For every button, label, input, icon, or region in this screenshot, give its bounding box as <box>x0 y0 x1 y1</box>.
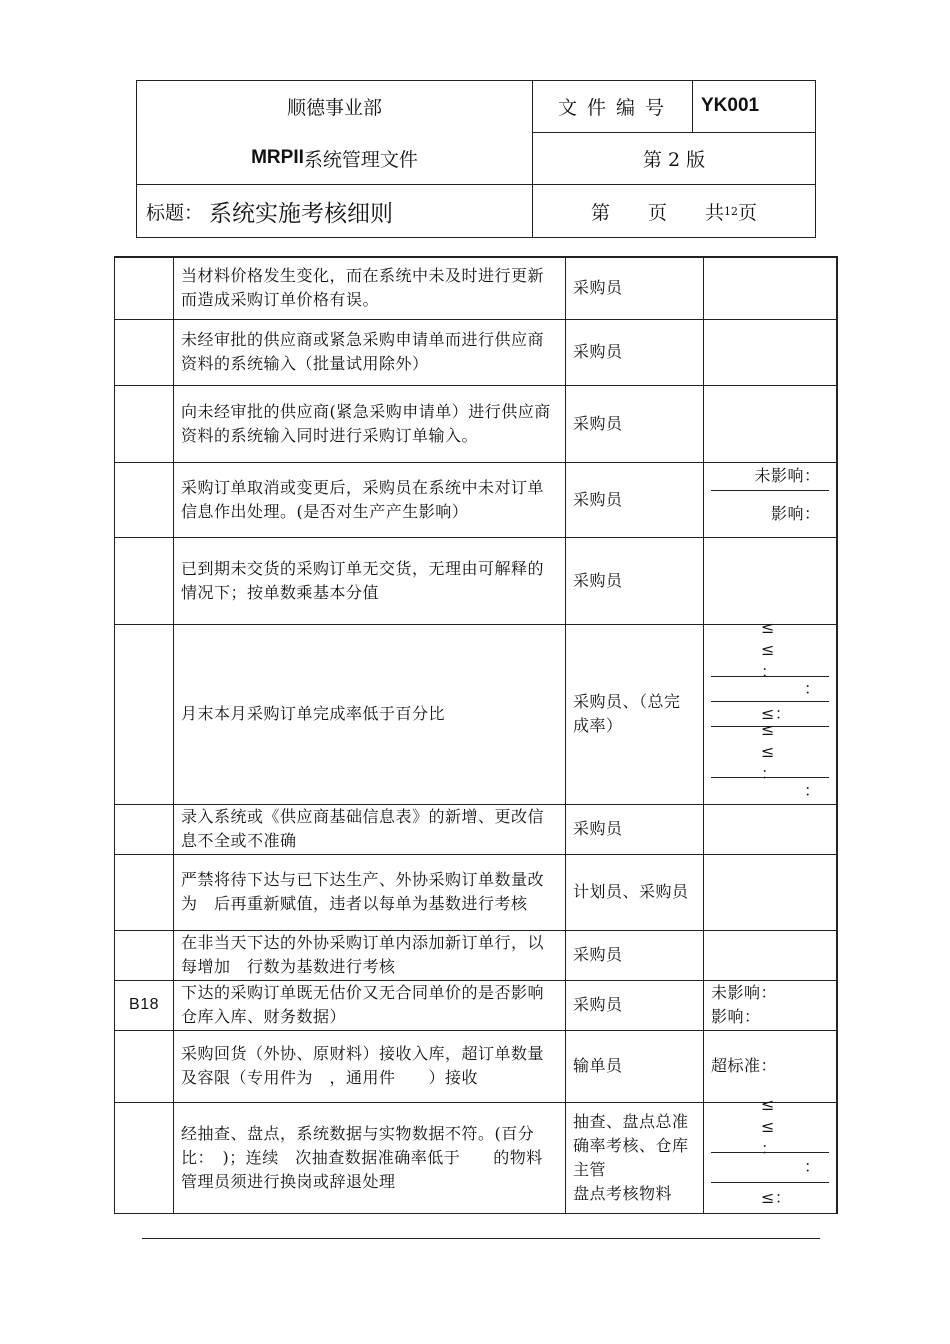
item-description: 当材料价格发生变化，而在系统中未及时进行更新而造成采购订单价格有误。 <box>174 257 566 319</box>
page-label: 第 页 共 <box>590 202 724 224</box>
title-label: 标题： <box>146 202 204 224</box>
item-description: 月末本月采购订单完成率低于百分比 <box>174 624 566 804</box>
table-row <box>115 804 837 854</box>
item-code <box>115 1102 174 1213</box>
score-line: ≤ ≤ ： <box>761 618 778 681</box>
item-description: 下达的采购订单既无估价又无合同单价的是否影响仓库入库、财务数据） <box>174 980 566 1030</box>
item-code <box>115 319 174 385</box>
item-code <box>115 462 174 537</box>
doc-number: YK001 <box>701 95 760 116</box>
item-description: 未经审批的供应商或紧急采购申请单而进行供应商资料的系统输入（批量试用除外） <box>174 319 566 385</box>
table-row <box>115 385 837 462</box>
doc-number-label: 文 件 编 号 <box>557 96 667 119</box>
item-code <box>115 537 174 624</box>
page-count <box>532 185 816 238</box>
score-line: 未影响： <box>754 466 821 485</box>
score-cell <box>704 462 837 537</box>
responsible-role: 采购员 <box>566 930 704 980</box>
table-row <box>115 930 837 980</box>
table-row <box>115 980 837 1030</box>
item-description: 已到期未交货的采购订单无交货，无理由可解释的情况下；按单数乘基本分值 <box>174 537 566 624</box>
table-row <box>115 1102 837 1213</box>
assessment-table <box>114 256 838 1214</box>
item-code <box>115 257 174 319</box>
responsible-role: 计划员、采购员 <box>566 854 704 930</box>
item-description: 向未经审批的供应商(紧急采购申请单）进行供应商资料的系统输入同时进行采购订单输入。 <box>174 385 566 462</box>
score-line: ： <box>711 1152 829 1182</box>
page-total: 12 <box>724 205 738 218</box>
responsible-role: 采购员 <box>566 462 704 537</box>
item-code <box>115 854 174 930</box>
table-row <box>115 319 837 385</box>
item-code <box>115 385 174 462</box>
responsible-role: 采购员 <box>566 804 704 854</box>
item-description: 严禁将待下达与已下达生产、外协采购订单数量改为 后再重新赋值，违者以每单为基数进行考核 <box>174 854 566 930</box>
score-line: ： <box>711 676 829 701</box>
score-line: 影响： <box>711 490 829 537</box>
item-code: B18 <box>115 980 174 1030</box>
item-description: 在非当天下达的外协采购订单内添加新订单行，以每增加 行数为基数进行考核 <box>174 930 566 980</box>
system-rest: 系统管理文件 <box>303 148 418 171</box>
table-row <box>115 1030 837 1102</box>
table-row <box>115 257 837 319</box>
item-description: 录入系统或《供应商基础信息表》的新增、更改信息不全或不准确 <box>174 804 566 854</box>
table-row <box>115 854 837 930</box>
page-suffix: 页 <box>738 202 758 224</box>
score-note <box>704 257 837 319</box>
item-description: 经抽查、盘点，系统数据与实物数据不符。(百分比： )；连续 次抽查数据准确率低于 的物料管理员须进行换岗或辞退处理 <box>174 1102 566 1213</box>
score-cell <box>704 618 837 804</box>
responsible-role: 输单员 <box>566 1030 704 1102</box>
score-note: 超标准： <box>704 1030 837 1102</box>
score-note <box>704 854 837 930</box>
table-row <box>115 462 837 537</box>
system-title <box>137 133 532 183</box>
document-header <box>136 80 816 238</box>
responsible-role: 采购员 <box>566 980 704 1030</box>
score-line: ≤： <box>711 701 829 726</box>
item-code <box>115 930 174 980</box>
table-row <box>115 624 837 804</box>
score-note <box>704 930 837 980</box>
footer-line <box>142 1238 820 1239</box>
item-description: 采购订单取消或变更后，采购员在系统中未对订单信息作出处理。(是否对生产产生影响） <box>174 462 566 537</box>
title-cell <box>137 185 532 238</box>
score-note <box>704 319 837 385</box>
item-code <box>115 1030 174 1102</box>
responsible-role: 采购员、（总完成率） <box>566 624 704 804</box>
score-cell <box>704 1095 837 1213</box>
table-row <box>115 537 837 624</box>
score-note <box>704 537 837 624</box>
item-code <box>115 624 174 804</box>
responsible-role: 采购员 <box>566 257 704 319</box>
responsible-role: 抽查、盘点总准确率考核、仓库主管 盘点考核物料 <box>566 1102 704 1213</box>
responsible-role: 采购员 <box>566 537 704 624</box>
score-line: ≤ ≤ ： <box>761 1095 778 1158</box>
score-line: ≤： <box>711 1182 829 1213</box>
score-note: 未影响： 影响： <box>704 980 837 1030</box>
score-note <box>704 804 837 854</box>
system-bold: MRPII <box>251 147 304 168</box>
page-title: 系统实施考核细则 <box>209 201 394 227</box>
item-description: 采购回货（外协、原财料）接收入库，超订单数量及容限（专用件为 ，通用件 ）接收 <box>174 1030 566 1102</box>
responsible-role: 采购员 <box>566 385 704 462</box>
score-note <box>704 385 837 462</box>
item-code <box>115 804 174 854</box>
score-line: ≤ ≤ ： <box>711 726 829 777</box>
responsible-role: 采购员 <box>566 319 704 385</box>
version: 第 2 版 <box>642 148 706 171</box>
score-line: ： <box>711 777 829 804</box>
department-name: 顺德事业部 <box>286 96 382 119</box>
